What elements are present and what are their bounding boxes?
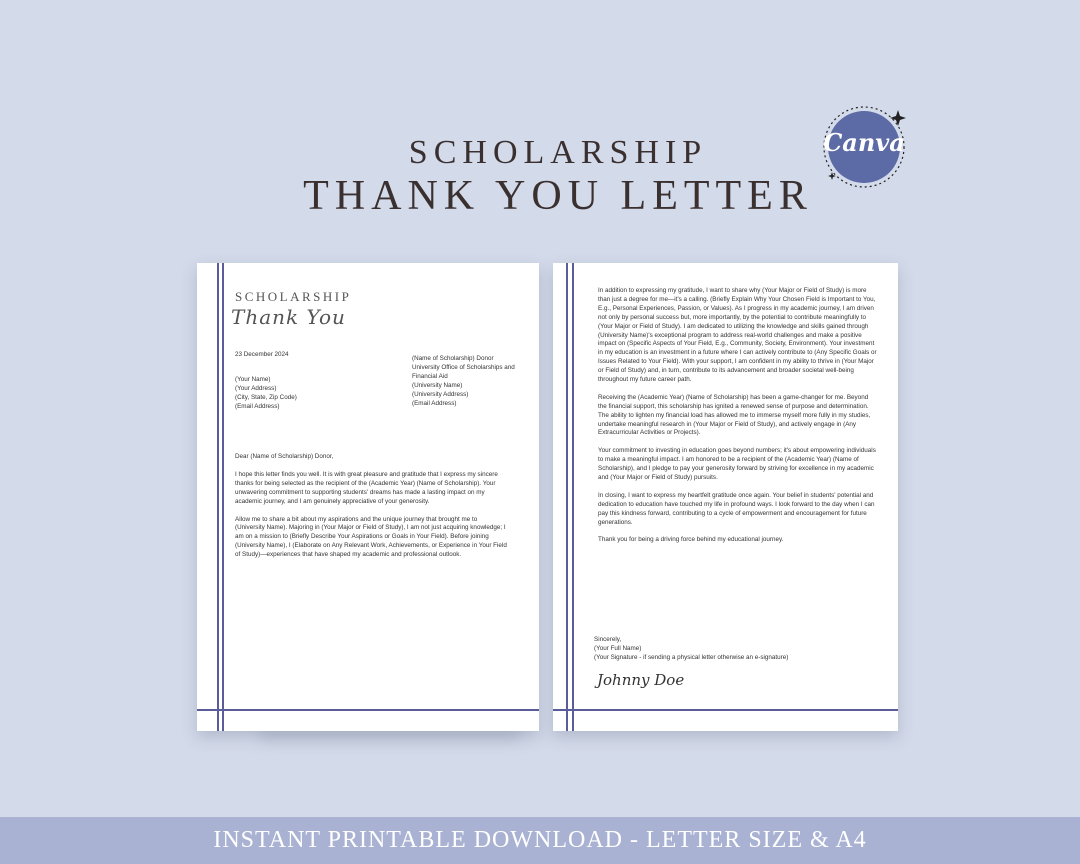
signature: Johnny Doe [597,671,685,689]
page-border-left-2 [222,263,224,731]
letter-closing: Sincerely, (Your Full Name) (Your Signature - if sending a physical letter otherwise an e-signature) [594,636,789,661]
page-border-bottom [553,709,898,711]
page-border-left-2 [572,263,574,731]
page-border-bottom [197,709,539,711]
title-thank-you-letter: THANK YOU LETTER [303,173,813,219]
footer-banner: INSTANT PRINTABLE DOWNLOAD - LETTER SIZE & A4 [0,817,1080,864]
letter-body-2: In addition to expressing my gratitude, I want to share why (Your Major or Field of Study) is more than just a degree for me—it's a calling. (Briefly Explain Why Your Chosen Field is Important to You, E.g., Personal Experiences, Passion, or Values). As I progress in my academic journey, I am driven not only by personal success but, more importantly, by the potential to contribute meaningfully to (Your Major or Field of Study). I am dedicated to utilizing the knowledge and skills gained through (University Name)'s exceptional program to address real-world challenges and make a positive impact on (Specific Aspects of Your Field, E.g., Community, Society, Environment). Your investment in my education is an investment in a future where I can actively contribute to (Any Specific Goals or Issues Related to Your Field). With your support, I am confident in my ability to thrive in (Your Major or Field of Study) and, in turn, contribute to its advancement and broader societal well-being throughout my future career path. Receiving the (Academic Year) (Name of Scholarship) has been a game-changer for me. Beyond the financial support, this scholarship has ignited a renewed sense of purpose and determination. The ability to lighten my financial load has allowed me to immerse myself more fully in my studies, undertake meaningful research in (Your Major or Field of Study), and actively engage in (Any Extracurricular Activities or Projects). Your commitment to investing in education goes beyond numbers; it's about empowering individuals to make a meaningful impact. I am honored to be a recipient of the (Academic Year) (Name of Scholarship), and I pledge to pay your generosity forward by striving for excellence in my academic and (Your Major or Field of Study) pursuits. In closing, I want to express my heartfelt gratitude once again. Your belief in students' potential and dedication to education have touched my life in profound ways. I look forward to the day when I can pay this kindness forward, contributing to a cycle of empowerment and encouragement for future generations. Thank you for being a driving force behind my educational journey. [598,287,877,544]
letter-page-1 [197,263,539,731]
letter-body-1: I hope this letter finds you well. It is with great pleasure and gratitude that I express my sincere thanks for being selected as the recipient of the (Academic Year) (Name of Scholarship). Your unwavering commitment to supporting students' dreams has made a lasting impact on my academic journey, and I am genuinely appreciative of your generosity. Allow me to share a bit about my aspirations and the unique journey that brought me to (University Name). Majoring in (Your Major or Field of Study), I am not just acquiring knowledge; I am on a mission to (Briefly Describe Your Aspirations or Goals in Your Field). Before joining (University Name), I (Elaborate on Any Relevant Work, Achievements, or Experience in Your Field of Study)—experiences that have shaped my academic and professional outlook. [235,471,507,559]
page-border-left-1 [566,263,568,731]
recipient-address: (Name of Scholarship) Donor University Office of Scholarships and Financial Aid (University Name) (University Address) (Email Address) [412,355,515,407]
letter-page-2 [553,263,898,731]
letter-script-title: Thank You [231,305,346,329]
letter-brand: SCHOLARSHIP [235,289,352,304]
letter-date: 23 December 2024 [235,351,289,358]
sender-address: (Your Name) (Your Address) (City, State, Zip Code) (Email Address) [235,376,297,410]
canva-badge-label: Canva [823,128,905,157]
title-scholarship: SCHOLARSHIP [408,134,708,171]
page-border-left-1 [217,263,219,731]
letter-greeting: Dear (Name of Scholarship) Donor, [235,453,334,460]
